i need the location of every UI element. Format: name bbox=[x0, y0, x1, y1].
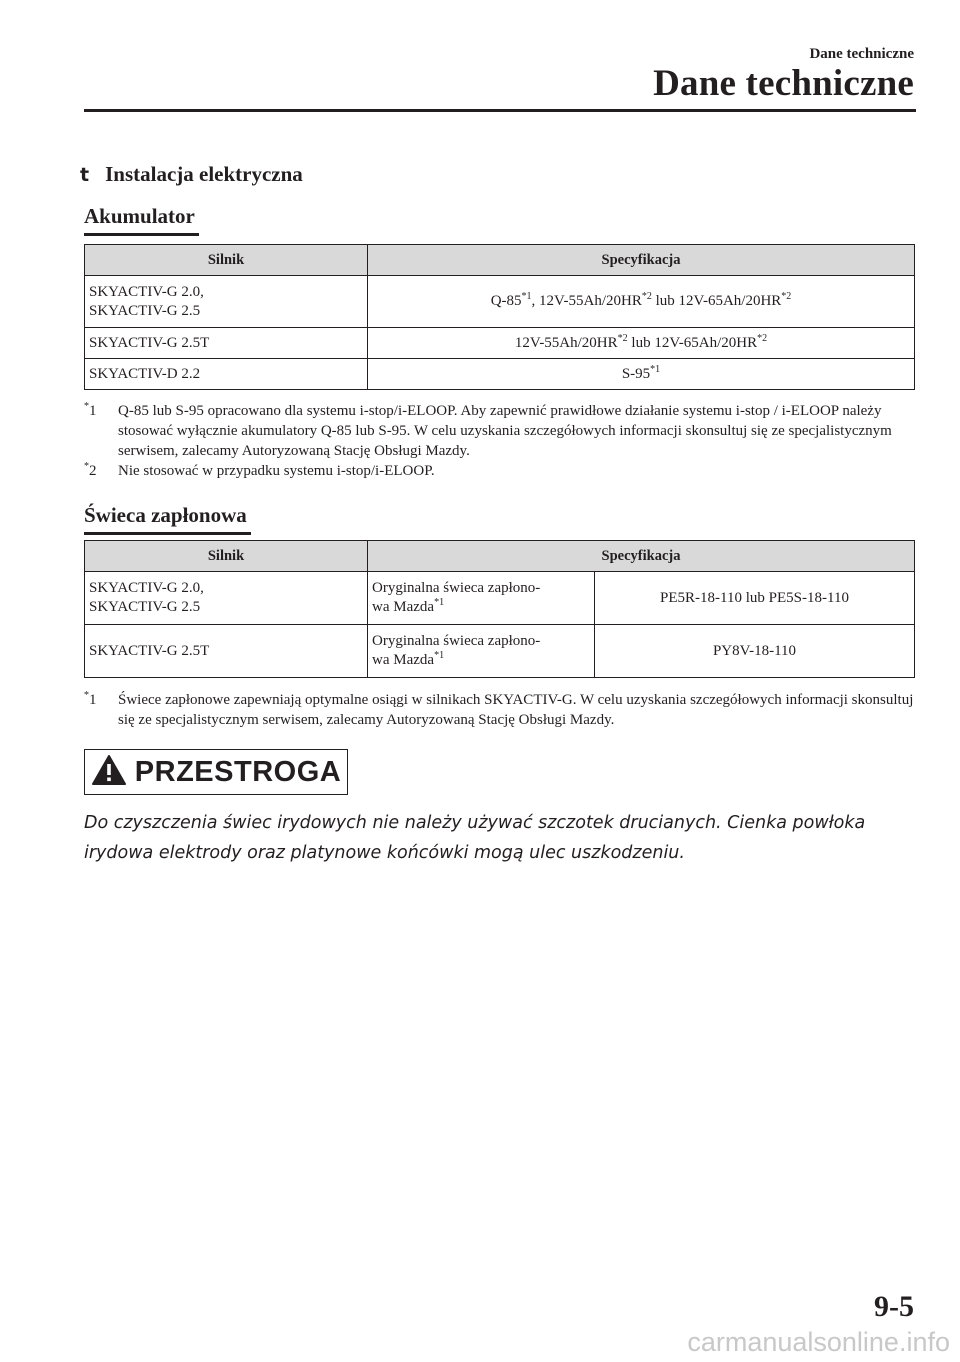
spark-plug-table bbox=[84, 540, 915, 678]
engine-line: SKYACTIV-G 2.5 bbox=[89, 599, 201, 615]
spec-text: lub 12V-65Ah/20HR bbox=[651, 293, 782, 309]
footnote-marker bbox=[84, 461, 118, 481]
caution-label: PRZESTROGA bbox=[134, 755, 342, 788]
engine-cell bbox=[85, 276, 368, 328]
plug-type-cell bbox=[368, 572, 595, 625]
spec-text: Q-85 bbox=[490, 293, 522, 309]
footnote-text: Świece zapłonowe zapewniają optymalne osiągi w silnikach SKYACTIV-G. W celu uzyskania szczegółowych informacji skonsultuj się ze specjalistycznym serwisem, zalecamy Autoryzowaną Stację Obsługi Mazdy. bbox=[118, 692, 914, 728]
footnote-star: * bbox=[84, 461, 89, 472]
warning-triangle-icon bbox=[91, 754, 127, 791]
engine-line: SKYACTIV-G 2.0, bbox=[89, 580, 204, 596]
spark-plug-footnotes bbox=[84, 690, 914, 730]
battery-title: Akumulator bbox=[84, 204, 195, 232]
table-row bbox=[85, 572, 915, 625]
header-divider bbox=[84, 109, 916, 112]
section-bullet: t bbox=[80, 164, 90, 186]
column-header-spec: Specyfikacja bbox=[368, 541, 915, 572]
footnote-ref: *2 bbox=[641, 291, 652, 302]
footnote-ref: *2 bbox=[617, 332, 628, 344]
footnote-star: * bbox=[84, 690, 89, 701]
footnote-text: Q-85 lub S-95 opracowano dla systemu i-stop/i-ELOOP. Aby zapewnić prawidłowe działanie systemu i-stop / i-ELOOP należy stosować wyłącznie akumulatory Q-85 lub S-95. W celu uzyskania szczegółowych informacji skonsultuj się ze specjalistycznym serwisem, zalecamy Autoryzowaną Stację Obsługi Mazdy. bbox=[118, 403, 892, 459]
header-section-title: Dane techniczne bbox=[653, 63, 914, 104]
engine-cell: SKYACTIV-G 2.5T bbox=[85, 625, 368, 678]
engine-cell: SKYACTIV-G 2.5T bbox=[85, 328, 368, 359]
battery-table bbox=[84, 244, 915, 390]
section-title bbox=[80, 162, 303, 187]
footnote-marker bbox=[84, 690, 118, 730]
footnote-marker bbox=[84, 401, 118, 461]
footnote bbox=[84, 690, 914, 730]
spec-text: S-95 bbox=[621, 365, 651, 382]
table-row bbox=[85, 625, 915, 678]
footnote-star: * bbox=[84, 401, 89, 412]
caution-text: Do czyszczenia świec irydowych nie należy używać szczotek drucianych. Cienka powłoka irydowa elektrody oraz platynowe końcówki mogą ulec uszkodzeniu. bbox=[84, 813, 866, 863]
plug-type-cell bbox=[368, 625, 595, 678]
footnote-ref: *2 bbox=[781, 291, 792, 302]
spec-cell bbox=[368, 276, 915, 328]
plug-type-line: Oryginalna świeca zapłono- bbox=[372, 633, 541, 649]
engine-cell: SKYACTIV-D 2.2 bbox=[85, 359, 368, 390]
engine-cell bbox=[85, 572, 368, 625]
plug-type-text: wa Mazda bbox=[372, 652, 435, 668]
plug-type-text: wa Mazda bbox=[372, 599, 435, 615]
watermark: carmanualsonline.info bbox=[687, 1327, 950, 1357]
table-header-row bbox=[85, 541, 915, 572]
footnote-ref: *1 bbox=[521, 291, 532, 302]
section-title-text: Instalacja elektryczna bbox=[105, 162, 303, 186]
column-header-engine: Silnik bbox=[85, 541, 368, 572]
table-row bbox=[85, 359, 915, 390]
footnote-ref: *2 bbox=[757, 332, 768, 344]
part-number-cell: PY8V-18-110 bbox=[595, 625, 915, 678]
plug-type-line: Oryginalna świeca zapłono- bbox=[372, 580, 541, 596]
header-section-small: Dane techniczne bbox=[809, 46, 914, 62]
column-header-engine: Silnik bbox=[85, 245, 368, 276]
part-number-cell: PE5R-18-110 lub PE5S-18-110 bbox=[595, 572, 915, 625]
plug-type-line bbox=[372, 651, 590, 670]
spec-cell bbox=[368, 328, 915, 359]
table-row bbox=[85, 328, 915, 359]
engine-line: SKYACTIV-G 2.5 bbox=[89, 302, 201, 319]
footnote bbox=[84, 461, 914, 481]
spec-text: , 12V-55Ah/20HR bbox=[531, 293, 642, 309]
footnote-text: Nie stosować w przypadku systemu i-stop/i-ELOOP. bbox=[118, 463, 435, 479]
caution-box bbox=[84, 749, 348, 795]
spark-plug-title: Świeca zapłonowa bbox=[84, 503, 247, 531]
footnote-ref: *1 bbox=[650, 363, 661, 375]
plug-type-line bbox=[372, 598, 590, 617]
footnote-ref: *1 bbox=[434, 597, 445, 608]
footnote-number: 1 bbox=[89, 692, 97, 708]
page-number: 9-5 bbox=[874, 1290, 914, 1323]
battery-footnotes bbox=[84, 401, 914, 481]
spec-text: lub 12V-65Ah/20HR bbox=[627, 334, 758, 351]
footnote-ref: *1 bbox=[434, 650, 445, 661]
footnote-number: 2 bbox=[89, 463, 97, 479]
table-header-row bbox=[85, 245, 915, 276]
footnote-number: 1 bbox=[89, 403, 97, 419]
engine-line: SKYACTIV-G 2.0, bbox=[89, 283, 204, 300]
spec-cell bbox=[368, 359, 915, 390]
spec-text: 12V-55Ah/20HR bbox=[514, 334, 618, 351]
column-header-spec: Specyfikacja bbox=[368, 245, 915, 276]
table-row bbox=[85, 276, 915, 328]
footnote bbox=[84, 401, 914, 461]
